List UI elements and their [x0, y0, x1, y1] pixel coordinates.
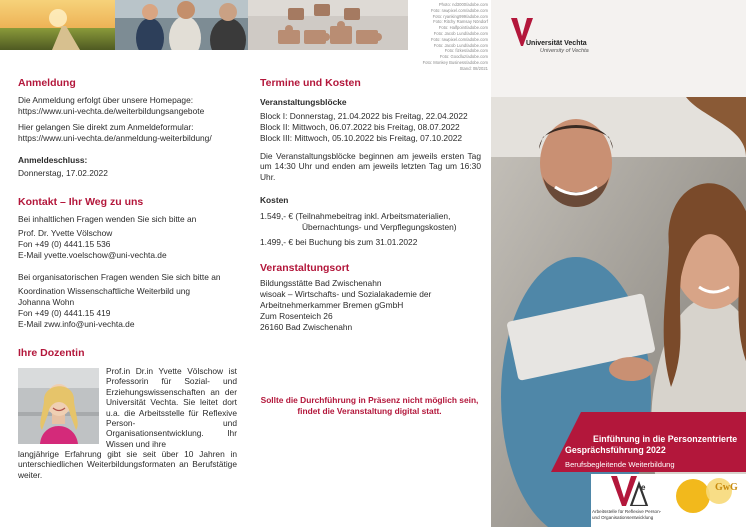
- credit-line: Foto: Goodluz/adobe.com: [439, 54, 488, 60]
- kontakt-phone-1: Fon +49 (0) 4441.15 536: [18, 239, 111, 249]
- kontakt-name-1: Prof. Dr. Yvette Völschow: [18, 228, 113, 238]
- dozentin-bio-below: langjährige Erfahrung gibt sie seit über 10 Jahren in unterschiedlichen Weiterbildungsformaten an Berufstätige weiter.: [18, 449, 237, 480]
- ort-line-5: 26160 Bad Zwischenahn: [260, 322, 353, 332]
- credit-line: Foto: rawpixel.com/adobe.com: [430, 7, 488, 13]
- kontakt-intro-2: Bei organisatorischen Fragen wenden Sie sich bitte an: [18, 272, 221, 282]
- termine-heading: Termine und Kosten: [260, 77, 361, 89]
- header-photo-left: [0, 0, 248, 50]
- logo-name-de: Universität Vechta: [526, 40, 587, 47]
- cost-1-cont: Übernachtungs- und Verpflegungskosten): [302, 222, 457, 232]
- block-2: Block II: Mittwoch, 06.07.2022 bis Freitag, 08.07.2022: [260, 122, 460, 132]
- middle-column: [248, 0, 491, 527]
- kontakt-heading: Kontakt – Ihr Weg zu uns: [18, 196, 144, 208]
- ort-heading: Veranstaltungsort: [260, 262, 350, 274]
- anmeldeschluss-label: Anmeldeschluss:: [18, 155, 88, 165]
- cover-title-1: Einführung in die Personzentrierte: [593, 434, 738, 444]
- ort-line-3: Arbeitnehmerkammer Bremen gGmbH: [260, 300, 404, 310]
- credit-line: Foto: Jacob Lund/adobe.com: [433, 30, 488, 36]
- kontakt-email-2[interactable]: E-Mail zww.info@uni-vechta.de: [18, 319, 135, 329]
- kontakt-email-1[interactable]: E-Mail yvette.voelschow@uni-vechta.de: [18, 250, 167, 260]
- anmeldeformular-link[interactable]: https://www.uni-vechta.de/anmeldung-weiterbildung/: [18, 133, 212, 143]
- times-text: Die Veranstaltungsblöcke beginnen am jeweils ersten Tag um 14:30 Uhr und enden am jeweils letzten Tag um 16:30 Uhr.: [260, 151, 481, 182]
- svg-text:e: e: [641, 483, 646, 492]
- credit-line: Foto: fizkes/adobe.com: [444, 48, 488, 54]
- kontakt-phone-2: Fon +49 (0) 4441.15 419: [18, 308, 111, 318]
- homepage-link[interactable]: https://www.uni-vechta.de/weiterbildungsangebote: [18, 106, 205, 116]
- credit-line: Stand: 08/2021: [459, 65, 488, 71]
- credit-line: Foto: Jacob Lund/adobe.com: [433, 42, 488, 48]
- kontakt-org-2: Koordination Wissenschaftliche Weiterbild ung: [18, 286, 191, 296]
- gwg-logo-text: GwG: [715, 482, 738, 493]
- anmeldung-text-1: Die Anmeldung erfolgt über unsere Homepage:: [18, 95, 194, 105]
- header-photo-mid: [248, 0, 408, 50]
- dozentin-heading: Ihre Dozentin: [18, 347, 85, 359]
- ort-line-4: Zum Rosenteich 26: [260, 311, 333, 321]
- cover-title-2: Gesprächsführung 2022: [565, 445, 666, 455]
- credit-line: Foto: ryanking999/adobe.com: [432, 13, 488, 19]
- notice-line-1: Sollte die Durchführung in Präsenz nicht möglich sein,: [260, 395, 479, 405]
- block-3: Block III: Mittwoch, 05.10.2022 bis Freitag, 07.10.2022: [260, 133, 463, 143]
- credit-line: Foto: Halfpoint/adobe.com: [438, 25, 488, 31]
- ort-line-2: wisoak – Wirtschafts- und Sozialakademie der: [260, 289, 432, 299]
- credit-line: Foto: rawpixel.com/adobe.com: [430, 36, 488, 42]
- header-photo-mid-image: [248, 0, 408, 50]
- credit-line: Foto: Ritchy Ramsay Nöndorf: [433, 19, 488, 25]
- blocks-label: Veranstaltungsblöcke: [260, 97, 347, 107]
- logo-name-en: University of Vechta: [540, 48, 589, 54]
- dozentin-portrait: [18, 368, 99, 444]
- arbeitsstelle-logo-icon: [611, 476, 651, 506]
- arbeitsstelle-name-2: und Organisationsentwicklung: [592, 515, 654, 520]
- costs-label: Kosten: [260, 195, 289, 205]
- cover-column: [491, 0, 746, 527]
- cover-subtitle: Berufsbegleitende Weiterbildung: [565, 460, 675, 469]
- cost-1: 1.549,- € (Teilnahmebeitrag inkl. Arbeitsmaterialien,: [260, 211, 451, 221]
- arbeitsstelle-name-1: Arbeitsstelle für Reflexive Person-: [592, 509, 662, 514]
- header-photo-left-image: [0, 0, 248, 50]
- left-column: [0, 0, 248, 527]
- block-1: Block I: Donnerstag, 21.04.2022 bis Freitag, 22.04.2022: [260, 111, 468, 121]
- anmeldeschluss-date: Donnerstag, 17.02.2022: [18, 168, 108, 178]
- kontakt-name-2: Johanna Wohn: [18, 297, 75, 307]
- portrait-image: [18, 368, 99, 444]
- ort-line-1: Bildungsstätte Bad Zwischenahn: [260, 278, 382, 288]
- title-banner: [551, 412, 746, 472]
- dozentin-bio-side: Prof.in Dr.in Yvette Völschow ist Professorin für Sozial- und Erziehungswissenschaften an der Universität Vechta. Sie leitet dort u.a. die Arbeitsstelle für Reflexive Person- und Organisationsentwicklung. Ihr Wissen und ihre: [106, 366, 237, 449]
- anmeldung-text-2: Hier gelangen Sie direkt zum Anmeldeformular:: [18, 122, 194, 132]
- notice-line-2: findet die Veranstaltung digital statt.: [297, 406, 442, 416]
- kontakt-intro-1: Bei inhaltlichen Fragen wenden Sie sich bitte an: [18, 214, 197, 224]
- credit-line: Photo: nd3000/adobe.com: [438, 2, 488, 7]
- photo-credits: [404, 2, 488, 72]
- anmeldung-heading: Anmeldung: [18, 77, 76, 89]
- cost-2: 1.499,- € bei Buchung bis zum 31.01.2022: [260, 237, 418, 247]
- bottom-logos: [591, 474, 746, 527]
- credit-line: Foto: Monkey Business/adobe.com: [422, 59, 488, 65]
